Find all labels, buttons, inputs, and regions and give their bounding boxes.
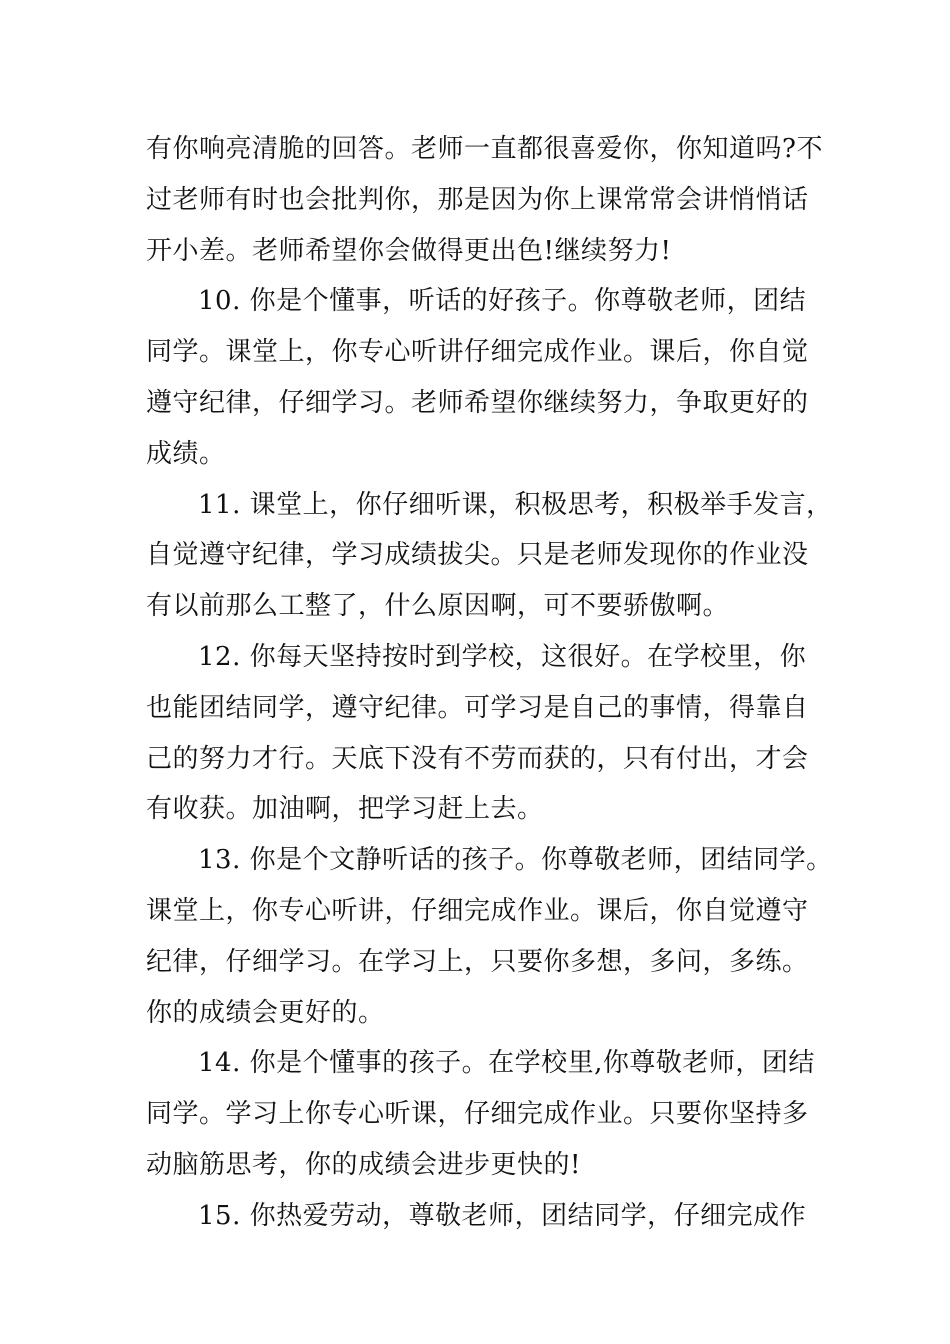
text-line: 过老师有时也会批判你，那是因为你上课常常会讲悄悄话 (146, 184, 809, 215)
document-body (146, 124, 833, 1242)
text-line: 课堂上，你专心听讲，仔细完成作业。课后，你自觉遵守 (146, 895, 809, 926)
text-line: 有你响亮清脆的回答。老师一直都很喜爱你，你知道吗?不 (146, 134, 823, 164)
text-line: 有收获。加油啊，把学习赶上去。 (146, 794, 544, 825)
text-line: 成绩。 (146, 438, 226, 469)
text-line: 动脑筋思考，你的成绩会进步更快的! (146, 1149, 581, 1180)
text-line: 你的成绩会更好的。 (146, 997, 385, 1028)
text-line: 纪律，仔细学习。在学习上，只要你多想，多问，多练。 (146, 946, 809, 977)
paragraph-start-14: 14. 你是个懂事的孩子。在学校里,你尊敬老师，团结 (198, 1048, 815, 1079)
paragraph-start-12: 12. 你每天坚持按时到学校，这很好。在学校里，你 (198, 641, 807, 672)
text-line: 也能团结同学，遵守纪律。可学习是自己的事情，得靠自 (146, 692, 809, 723)
text-line: 有以前那么工整了，什么原因啊，可不要骄傲啊。 (146, 591, 730, 622)
paragraph-start-13: 13. 你是个文静听话的孩子。你尊敬老师，团结同学。 (198, 845, 833, 876)
text-line: 自觉遵守纪律，学习成绩拔尖。只是老师发现你的作业没 (146, 540, 809, 571)
text-line: 同学。课堂上，你专心听讲仔细完成作业。课后，你自觉 (146, 337, 809, 368)
text-line: 同学。学习上你专心听课，仔细完成作业。只要你坚持多 (146, 1099, 809, 1130)
text-line: 开小差。老师希望你会做得更出色!继续努力! (146, 235, 672, 266)
paragraph-start-15: 15. 你热爱劳动，尊敬老师，团结同学，仔细完成作 (198, 1200, 807, 1231)
paragraph-start-11: 11. 课堂上，你仔细听课，积极思考，积极举手发言， (198, 489, 833, 520)
text-line: 遵守纪律，仔细学习。老师希望你继续努力，争取更好的 (146, 387, 809, 418)
text-line: 己的努力才行。天底下没有不劳而获的，只有付出，才会 (146, 743, 809, 774)
paragraph-start-10: 10. 你是个懂事，听话的好孩子。你尊敬老师，团结 (198, 286, 807, 317)
